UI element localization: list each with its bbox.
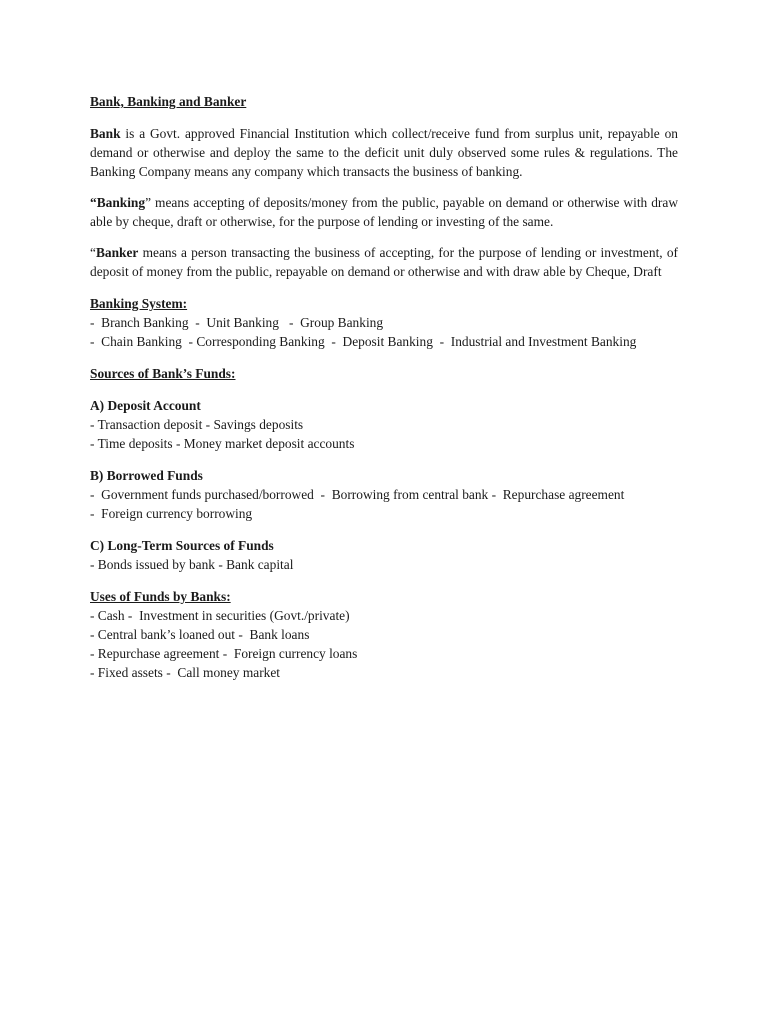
uses-line-1: - Cash - Investment in securities (Govt./private) — [90, 608, 350, 623]
banking-system-line-2: - Chain Banking - Corresponding Banking - Deposit Banking - Industrial and Investment Banking — [90, 334, 637, 349]
uses-heading: Uses of Funds by Banks: — [90, 589, 231, 604]
bank-definition-text: is a Govt. approved Financial Institution which collect/receive fund from surplus unit, repayable on demand or otherwise and deploy the same to the deficit unit duly observed some rules & regulations. The Banking Company means any company which transacts the business of banking. — [90, 126, 678, 179]
sources-heading: Sources of Bank’s Funds: — [90, 366, 236, 381]
banker-definition — [90, 243, 678, 281]
long-term-line-1: - Bonds issued by bank - Bank capital — [90, 557, 294, 572]
bank-definition — [90, 124, 678, 181]
document-title: Bank, Banking and Banker — [90, 94, 247, 109]
deposit-line-2: - Time deposits - Money market deposit accounts — [90, 436, 355, 451]
banking-system-heading: Banking System: — [90, 296, 188, 311]
deposit-account-title: A) Deposit Account — [90, 398, 201, 413]
banker-quote: “ — [90, 245, 96, 260]
banking-system-line-1: - Branch Banking - Unit Banking - Group Banking — [90, 315, 384, 330]
banking-term: “Banking — [90, 195, 146, 210]
banker-term: Banker — [95, 245, 139, 260]
borrowed-line-1: - Government funds purchased/borrowed - Borrowing from central bank - Repurchase agreement — [90, 487, 625, 502]
borrowed-line-2: - Foreign currency borrowing — [90, 506, 253, 521]
document-page — [90, 92, 678, 682]
banker-definition-text: means a person transacting the business of accepting, for the purpose of lending or investment, of deposit of money from the public, repayable on demand or otherwise and with draw able by Cheque, Draft — [90, 245, 678, 279]
uses-line-3: - Repurchase agreement - Foreign currency loans — [90, 646, 358, 661]
borrowed-funds-title: B) Borrowed Funds — [90, 468, 203, 483]
uses-line-4: - Fixed assets - Call money market — [90, 665, 281, 680]
bank-term: Bank — [90, 126, 121, 141]
banking-definition-text: ” means accepting of deposits/money from the public, payable on demand or otherwise with draw able by cheque, draft or otherwise, for the purpose of lending or investing of the same. — [90, 195, 678, 229]
long-term-title: C) Long-Term Sources of Funds — [90, 538, 274, 553]
uses-line-2: - Central bank’s loaned out - Bank loans — [90, 627, 310, 642]
deposit-line-1: - Transaction deposit - Savings deposits — [90, 417, 304, 432]
banking-definition — [90, 193, 678, 231]
